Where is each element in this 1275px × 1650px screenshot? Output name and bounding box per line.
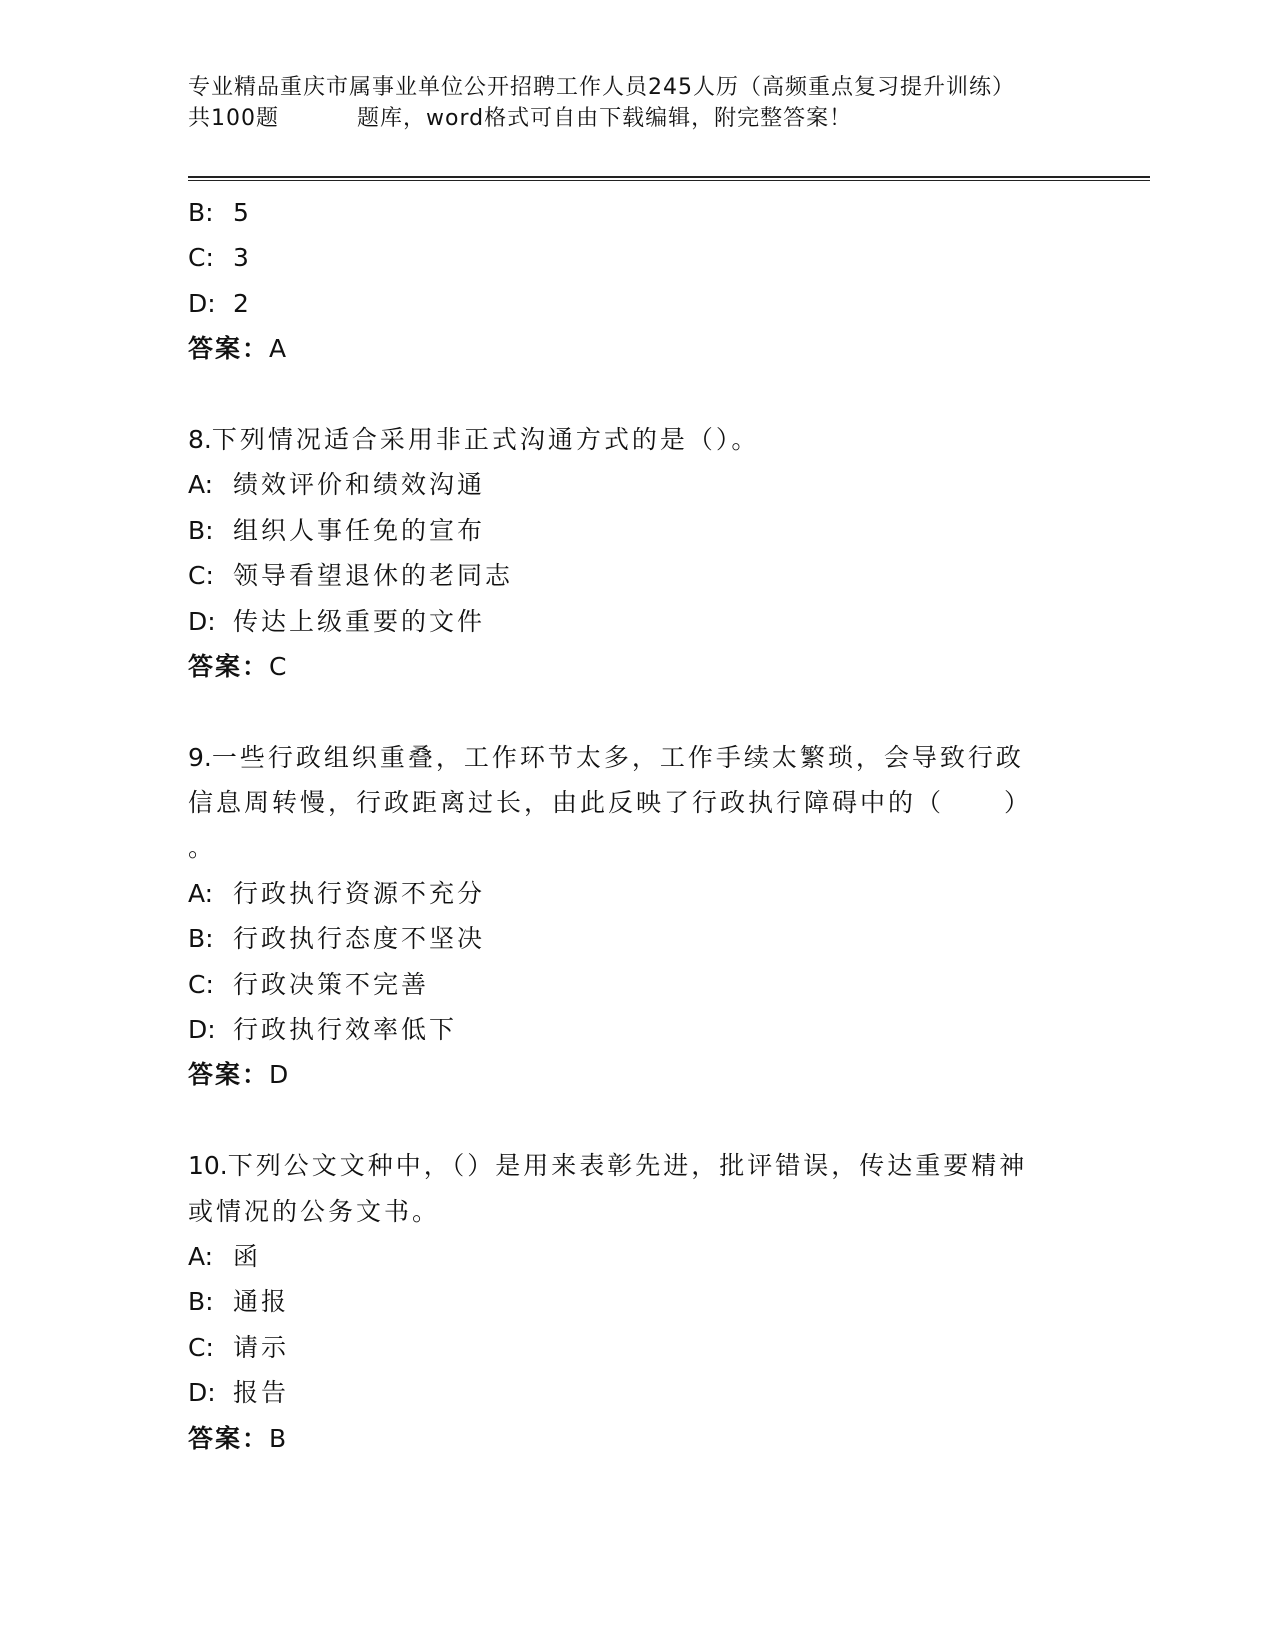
header-count: 共100题 [188,106,279,131]
question-stem-continued [188,780,1088,825]
answer-value: B [269,1423,289,1453]
answer-label: 答案： [188,334,270,364]
option-text: 3 [233,243,252,273]
answer-line [188,644,1088,689]
option-letter: B: [188,1287,214,1317]
option-b [188,508,1088,553]
question-text-close: ） [1004,788,1033,818]
option-b [188,190,1088,235]
option-text: 报告 [233,1378,290,1408]
option-text: 函 [233,1241,262,1271]
answer-label: 答案： [188,1060,270,1090]
option-c [188,553,1088,598]
option-d [188,1007,1088,1052]
option-text: 绩效评价和绩效沟通 [233,470,486,500]
option-letter: D: [188,1015,216,1045]
question-stem [188,735,1088,780]
option-letter: C: [188,1332,214,1362]
option-text: 行政决策不完善 [233,969,430,999]
option-letter: A: [188,878,214,908]
answer-line [188,326,1088,371]
option-d [188,1370,1088,1415]
option-text: 领导看望退休的老同志 [233,561,514,591]
option-a [188,1234,1088,1279]
question-text: 一些行政组织重叠，工作环节太多，工作手续太繁琐，会导致行政 [211,742,1024,772]
answer-label: 答案： [188,651,270,681]
option-letter: D: [188,288,216,318]
question-text: 下列公文文种中，（）是用来表彰先进，批评错误，传达重要精神 [227,1151,1028,1181]
option-text: 通报 [233,1287,290,1317]
question-text: 或情况的公务文书。 [188,1196,441,1226]
question-content [188,190,1088,1461]
option-text: 行政执行效率低下 [233,1015,458,1045]
header-title: 专业精品重庆市属事业单位公开招聘工作人员245人历（高频重点复习提升训练） [188,75,1015,100]
option-a [188,462,1088,507]
option-text: 传达上级重要的文件 [233,606,486,636]
option-text: 请示 [233,1332,290,1362]
answer-label: 答案： [188,1423,270,1453]
option-c [188,1325,1088,1370]
answer-value: C [269,651,289,681]
option-text: 2 [233,288,252,318]
question-text-end: 。 [188,833,217,863]
question-number: 9. [188,742,212,772]
option-letter: C: [188,969,214,999]
option-letter: D: [188,606,216,636]
header-subtitle [188,103,1088,134]
option-text: 行政执行态度不坚决 [233,924,486,954]
option-a [188,871,1088,916]
header-description: 题库，word格式可自由下载编辑，附完整答案！ [357,106,853,131]
answer-line [188,1052,1088,1097]
option-letter: B: [188,198,214,227]
option-b [188,916,1088,961]
question-text: 下列情况适合采用非正式沟通方式的是（）。 [211,424,760,454]
option-letter: A: [188,470,214,500]
option-letter: C: [188,561,214,591]
option-letter: B: [188,515,214,545]
option-d [188,281,1088,326]
page-header [188,72,1088,134]
question-stem [188,1143,1088,1188]
option-text: 组织人事任免的宣布 [233,515,486,545]
answer-value: D [269,1060,291,1090]
question-text: 信息周转慢，行政距离过长，由此反映了行政执行障碍中的（ [188,788,945,818]
option-letter: C: [188,243,214,273]
answer-line [188,1416,1088,1461]
option-c [188,235,1088,280]
option-text: 5 [233,198,252,227]
header-divider [188,176,1150,181]
option-letter: A: [188,1241,214,1271]
question-stem-end [188,825,1088,870]
option-b [188,1279,1088,1324]
question-stem-continued [188,1189,1088,1234]
option-letter: B: [188,924,214,954]
answer-value: A [269,334,289,364]
option-c [188,962,1088,1007]
option-letter: D: [188,1378,216,1408]
option-text: 行政执行资源不充分 [233,878,486,908]
question-number: 8. [188,424,212,454]
question-number: 10. [188,1151,228,1181]
option-d [188,599,1088,644]
question-stem [188,417,1088,462]
